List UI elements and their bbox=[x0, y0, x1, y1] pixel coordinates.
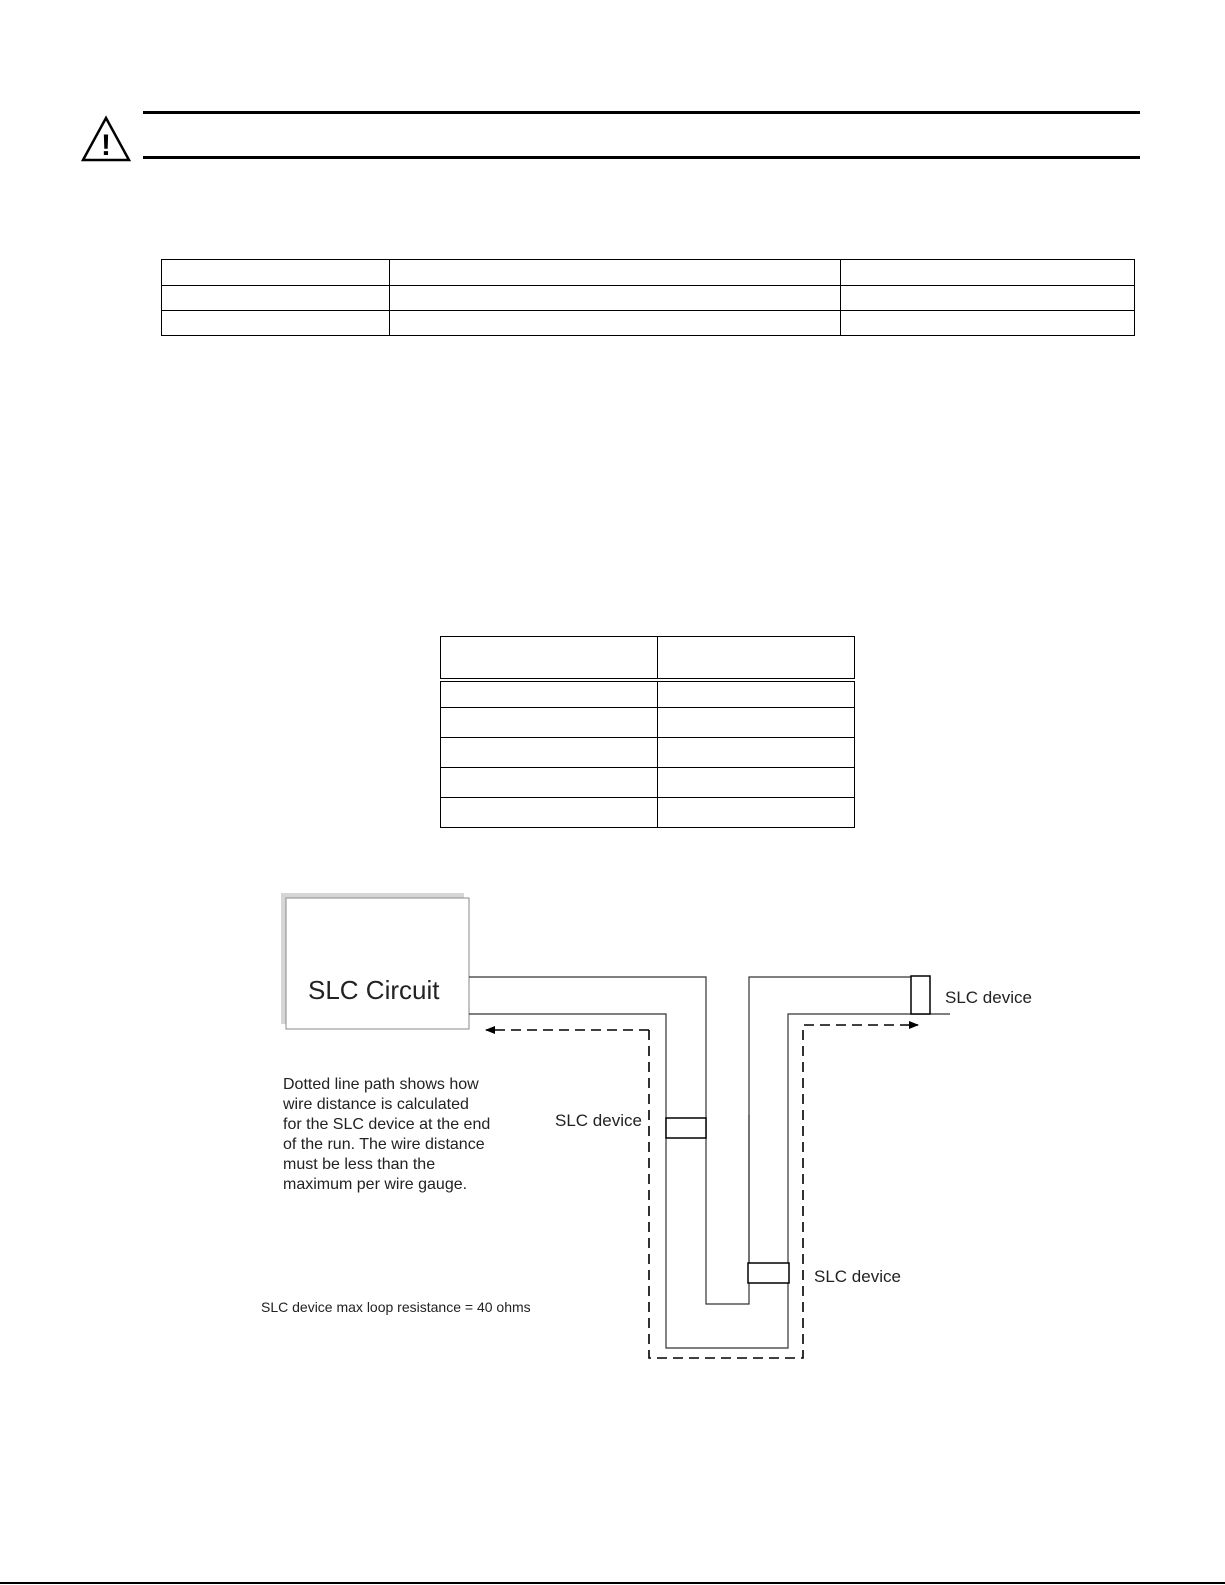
page-bottom-rule bbox=[0, 1582, 1225, 1584]
note-line: of the run. The wire distance bbox=[283, 1136, 485, 1153]
slc-circuit-panel bbox=[286, 898, 469, 1029]
note-line: must be less than the bbox=[283, 1156, 436, 1173]
wire-outer-left bbox=[469, 977, 749, 1304]
max-resistance-note: SLC device max loop resistance = 40 ohms bbox=[261, 1299, 531, 1315]
slc-device-lower bbox=[748, 1263, 789, 1283]
wire-inner-loop bbox=[469, 1014, 950, 1348]
note-line: for the SLC device at the end bbox=[283, 1116, 491, 1133]
note-line: wire distance is calculated bbox=[283, 1096, 469, 1113]
wire-outer-right bbox=[749, 977, 911, 1268]
device-label-lower: SLC device bbox=[814, 1267, 901, 1286]
note-line: maximum per wire gauge. bbox=[283, 1176, 468, 1193]
diagram-note bbox=[282, 1076, 495, 1193]
panel-label: SLC Circuit bbox=[308, 975, 440, 1005]
device-label-middle: SLC device bbox=[555, 1111, 642, 1130]
note-line: Dotted line path shows how bbox=[283, 1076, 479, 1093]
slc-device-top-right bbox=[911, 976, 930, 1014]
device-label-top-right: SLC device bbox=[945, 988, 1032, 1007]
slc-device-middle bbox=[666, 1118, 706, 1138]
warning-glyph: ! bbox=[101, 129, 111, 162]
distance-path-dashed bbox=[649, 1025, 918, 1358]
